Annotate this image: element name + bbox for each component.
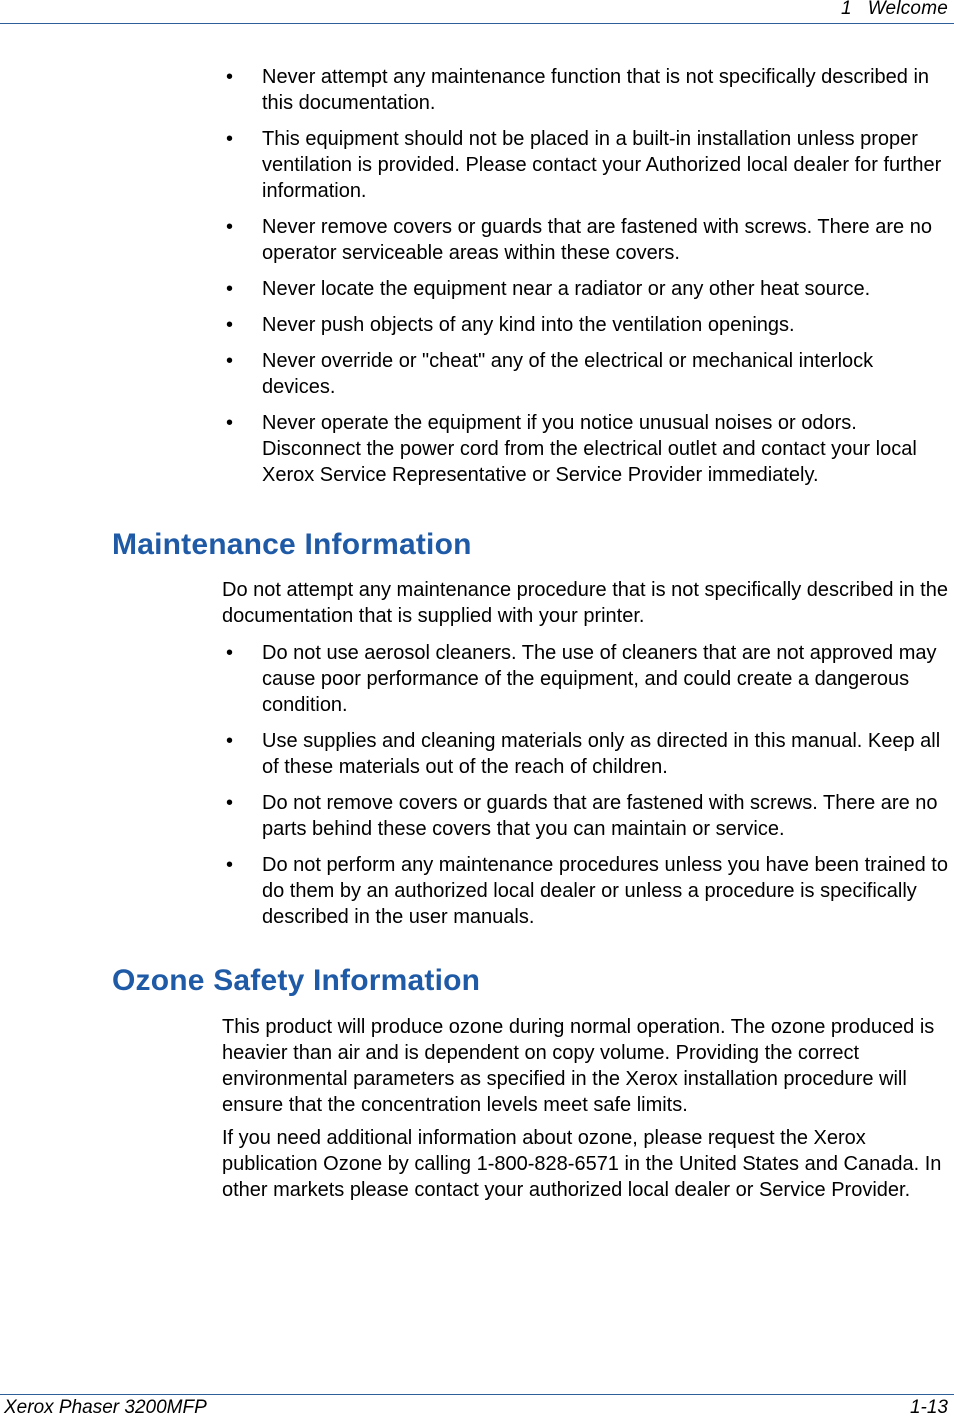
bullet-text: Use supplies and cleaning materials only as directed in this manual. Keep all of these materials out of the reach of children. [262, 730, 941, 778]
bullet-icon: • [226, 792, 234, 814]
bullet-text: Never push objects of any kind into the ventilation openings. [262, 314, 795, 336]
bullet-text: Never operate the equipment if you notice unusual noises or odors. Disconnect the power cord from the electrical outlet and contact your local Xerox Service Representative or Service Provider immediately. [262, 412, 917, 486]
bullet-text: Do not use aerosol cleaners. The use of cleaners that are not approved may cause poor performance of the equipment, and could create a dangerous condition. [262, 642, 937, 716]
ozone-paragraph-2: If you need additional information about ozone, please request the Xerox publication Ozone by calling 1-800-828-6571 in the United States and Canada. In other markets please contact your authorized local dealer or Service Provider. [222, 1127, 942, 1201]
footer-product-name: Xerox Phaser 3200MFP [4, 1397, 207, 1418]
maintenance-heading: Maintenance Information [112, 528, 472, 561]
list-item [222, 214, 952, 266]
bullet-icon: • [226, 730, 234, 752]
list-item [222, 410, 952, 488]
bullet-icon: • [226, 854, 234, 876]
maintenance-intro: Do not attempt any maintenance procedure that is not specifically described in the documentation that is supplied with your printer. [222, 579, 948, 627]
list-item [222, 348, 952, 400]
bullet-icon: • [226, 642, 234, 664]
list-item [222, 728, 952, 780]
footer-page-number: 1-13 [909, 1397, 948, 1418]
bullet-text: Do not remove covers or guards that are fastened with screws. There are no parts behind these covers that you can maintain or service. [262, 792, 938, 840]
bullet-icon: • [226, 216, 234, 238]
list-item [222, 64, 952, 116]
list-item [222, 852, 952, 930]
bullet-text: Never attempt any maintenance function that is not specifically described in this documentation. [262, 66, 930, 114]
list-item [222, 276, 952, 302]
chapter-title: Welcome [867, 0, 948, 19]
bullet-text: This equipment should not be placed in a built-in installation unless proper ventilation is provided. Please contact your Authorized local dealer for further information. [262, 128, 942, 202]
bullet-icon: • [226, 128, 234, 150]
bullet-icon: • [226, 314, 234, 336]
bullet-icon: • [226, 278, 234, 300]
ozone-paragraph-1: This product will produce ozone during normal operation. The ozone produced is heavier than air and is dependent on copy volume. Providing the correct environmental parameters as specified in the Xerox installation procedure will ensure that the concentration levels meet safe limits. [222, 1016, 935, 1116]
list-item [222, 790, 952, 842]
bullet-text: Never remove covers or guards that are fastened with screws. There are no operator serviceable areas within these covers. [262, 216, 932, 264]
list-item [222, 640, 952, 718]
maintenance-bullet-list [222, 640, 952, 940]
bullet-icon: • [226, 66, 234, 88]
running-header [841, 0, 948, 20]
chapter-number: 1 [840, 0, 852, 19]
footer-divider [0, 1394, 954, 1395]
bullet-icon: • [226, 412, 234, 434]
bullet-text: Never override or "cheat" any of the electrical or mechanical interlock devices. [262, 350, 874, 398]
header-divider [0, 23, 954, 24]
bullet-icon: • [226, 350, 234, 372]
ozone-heading: Ozone Safety Information [112, 964, 481, 997]
list-item [222, 312, 952, 338]
bullet-text: Never locate the equipment near a radiator or any other heat source. [262, 278, 871, 300]
bullet-text: Do not perform any maintenance procedures unless you have been trained to do them by an authorized local dealer or unless a procedure is specifically described in the user manuals. [262, 854, 948, 928]
safety-bullet-list [222, 64, 952, 498]
list-item [222, 126, 952, 204]
